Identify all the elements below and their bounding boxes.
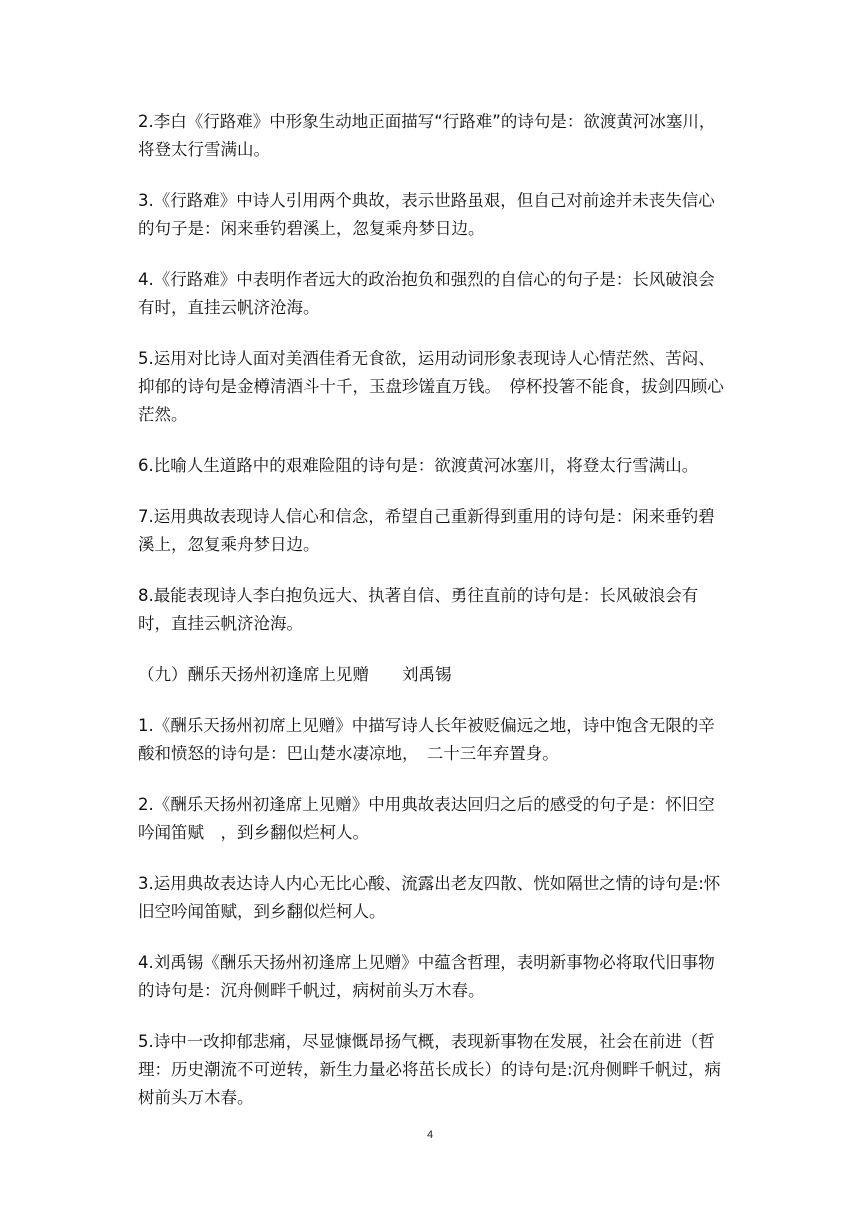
section-paragraph-item-2: 2.《酬乐天扬州初逢席上见赠》中用典故表达回归之后的感受的句子是：怀旧空吟闻笛赋 ，到乡翻似烂柯人。: [138, 795, 715, 842]
section-paragraph-item-5: 5.诗中一改抑郁悲痛，尽显慷慨昂扬气概，表现新事物在发展，社会在前进（哲理：历史潮流不可逆转，新生力量必将茁长成长）的诗句是:沉舟侧畔千帆过，病树前头万木春。: [138, 1032, 722, 1107]
paragraph-item-3: 3.《行路难》中诗人引用两个典故，表示世路虽艰，但自己对前途并未丧失信心的句子是：闲来垂钓碧溪上，忽复乘舟梦日边。: [138, 191, 715, 238]
section-paragraph-item-1: 1.《酬乐天扬州初席上见赠》中描写诗人长年被贬偏远之地，诗中饱含无限的辛酸和愤怒的诗句是：巴山楚水凄凉地， 二十三年弃置身。: [138, 716, 715, 763]
section-heading: （九）酬乐天扬州初逢席上见赠 刘禹锡: [138, 665, 452, 684]
paragraph-item-5: 5.运用对比诗人面对美酒佳肴无食欲，运用动词形象表现诗人心情茫然、苦闷、抑郁的诗句是金樽清酒斗十千，玉盘珍馐直万钱。 停杯投箸不能食，拔剑四顾心茫然。: [138, 349, 724, 424]
paragraph-item-7: 7.运用典故表现诗人信心和信念，希望自己重新得到重用的诗句是：闲来垂钓碧溪上，忽复乘舟梦日边。: [138, 507, 715, 554]
page-content: [138, 108, 728, 1135]
page-number: 4: [426, 1129, 434, 1141]
section-paragraph-item-4: 4.刘禹锡《酬乐天扬州初逢席上见赠》中蕴含哲理，表明新事物必将取代旧事物的诗句是：沉舟侧畔千帆过，病树前头万木春。: [138, 953, 715, 1000]
paragraph-item-6: 6.比喻人生道路中的艰难险阻的诗句是：欲渡黄河冰塞川，将登太行雪满山。: [138, 456, 699, 475]
paragraph-item-2: 2.李白《行路难》中形象生动地正面描写“行路难”的诗句是：欲渡黄河冰塞川，将登太行雪满山。: [138, 112, 716, 159]
paragraph-item-4: 4.《行路难》中表明作者远大的政治抱负和强烈的自信心的句子是：长风破浪会有时，直挂云帆济沧海。: [138, 270, 715, 317]
paragraph-item-8: 8.最能表现诗人李白抱负远大、执著自信、勇往直前的诗句是：长风破浪会有时，直挂云帆济沧海。: [138, 586, 699, 633]
section-paragraph-item-3: 3.运用典故表达诗人内心无比心酸、流露出老友四散、恍如隔世之情的诗句是:怀旧空吟闻笛赋，到乡翻似烂柯人。: [138, 874, 721, 921]
